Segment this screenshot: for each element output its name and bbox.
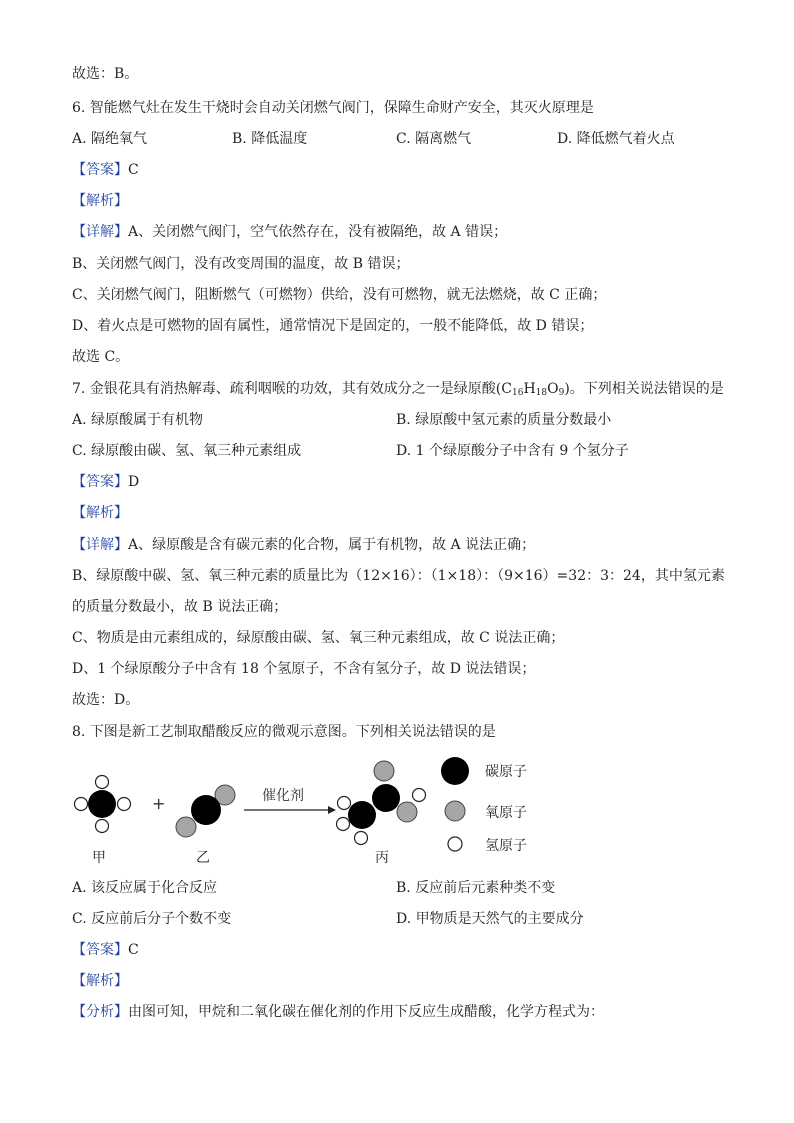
label-jia: 甲: [92, 850, 106, 866]
q7-option-b: B. 绿原酸中氢元素的质量分数最小: [396, 412, 612, 428]
question-7-stem: [72, 379, 724, 403]
legend-oxygen-swatch: [445, 801, 465, 821]
oxygen-atom: [176, 817, 196, 837]
q8-option-c: C. 反应前后分子个数不变: [72, 911, 232, 927]
formula-sub: 18: [535, 388, 548, 398]
hydrogen-atom: [96, 776, 109, 789]
hydrogen-atom: [338, 797, 351, 810]
formula-sub: 9: [558, 388, 565, 398]
detail-tag: 【详解】: [72, 537, 128, 553]
answer-value: C: [128, 162, 139, 178]
q7-detail-line-3: 的质量分数最小，故 B 说法正确；: [72, 599, 288, 615]
answer-value: D: [128, 474, 140, 490]
oxygen-atom: [397, 802, 417, 822]
answer-tag: 【答案】: [72, 162, 128, 178]
plus-sign: +: [152, 794, 166, 813]
q6-detail-line-2: B、关闭燃气阀门，没有改变周围的温度，故 B 错误；: [72, 256, 410, 272]
hydrogen-atom: [355, 832, 368, 845]
detail-text: A、关闭燃气阀门，空气依然存在，没有被隔绝，故 A 错误；: [128, 224, 508, 240]
hydrogen-atom: [413, 789, 426, 802]
q7-stem-post: )。下列相关说法错误的是: [564, 381, 724, 397]
molecule-jia: [75, 776, 131, 833]
q7-conclusion: 故选：D。: [72, 692, 140, 708]
legend-carbon-swatch: [441, 757, 469, 785]
answer-tag: 【答案】: [72, 474, 128, 490]
hydrogen-atom: [75, 798, 88, 811]
q8-option-b: B. 反应前后元素种类不变: [396, 880, 556, 896]
reaction-arrow-head: [328, 806, 336, 814]
q6-option-c: C. 隔离燃气: [396, 131, 472, 147]
q8-analysis-tag: 【解析】: [72, 973, 128, 989]
fenxi-text: 由图可知，甲烷和二氧化碳在催化剂的作用下反应生成醋酸，化学方程式为：: [128, 1004, 604, 1020]
oxygen-atom: [374, 761, 394, 781]
q6-analysis-tag: 【解析】: [72, 193, 128, 209]
conclusion-q5: 故选：B。: [72, 66, 139, 82]
q8-option-a: A. 该反应属于化合反应: [72, 880, 218, 896]
q7-answer: [72, 472, 139, 492]
q6-option-a: A. 隔绝氧气: [72, 131, 148, 147]
q8-option-d: D. 甲物质是天然气的主要成分: [396, 911, 584, 927]
answer-tag: 【答案】: [72, 942, 128, 958]
carbon-atom: [191, 795, 221, 825]
hydrogen-atom: [337, 818, 350, 831]
q6-answer: [72, 160, 139, 180]
q7-detail-line-4: C、物质是由元素组成的，绿原酸由碳、氢、氧三种元素组成，故 C 说法正确；: [72, 630, 565, 646]
q7-detail-line-2: B、绿原酸中碳、氢、氧三种元素的质量比为（12×16）：（1×18）：（9×16）=32：3：24，其中氢元素: [72, 568, 725, 584]
q7-option-c: C. 绿原酸由碳、氢、氧三种元素组成: [72, 443, 302, 459]
reaction-diagram: [0, 752, 794, 872]
q7-detail-line-5: D、1 个绿原酸分子中含有 18 个氢原子，不含有氢分子，故 D 说法错误；: [72, 661, 536, 677]
question-8-stem: 8. 下图是新工艺制取醋酸反应的微观示意图。下列相关说法错误的是: [72, 724, 496, 740]
hydrogen-atom: [96, 820, 109, 833]
carbon-atom: [88, 790, 116, 818]
catalyst-label: 催化剂: [262, 788, 304, 804]
q8-fenxi: [72, 1002, 604, 1022]
q7-option-a: A. 绿原酸属于有机物: [72, 412, 204, 428]
formula-o: O: [547, 381, 559, 397]
q6-detail-line-1: [72, 222, 507, 242]
q6-conclusion: 故选 C。: [72, 349, 130, 365]
q7-option-d: D. 1 个绿原酸分子中含有 9 个氢分子: [396, 443, 629, 459]
question-6-stem: 6. 智能燃气灶在发生干烧时会自动关闭燃气阀门，保障生命财产安全，其灭火原理是: [72, 100, 594, 116]
answer-value: C: [128, 942, 139, 958]
q8-answer: [72, 940, 139, 960]
legend-hydrogen-label: 氢原子: [485, 838, 527, 854]
formula-sub: 16: [511, 388, 524, 398]
carbon-atom: [372, 784, 400, 812]
detail-text: A、绿原酸是含有碳元素的化合物，属于有机物，故 A 说法正确；: [128, 537, 536, 553]
legend: [441, 757, 469, 851]
q6-option-d: D. 降低燃气着火点: [557, 131, 675, 147]
legend-hydrogen-swatch: [448, 837, 462, 851]
legend-oxygen-label: 氧原子: [485, 805, 527, 821]
formula-h: H: [523, 381, 536, 397]
fenxi-tag: 【分析】: [72, 1004, 128, 1020]
molecule-yi: [176, 785, 235, 837]
label-bing: 丙: [375, 850, 389, 866]
q7-detail-line-1: [72, 535, 535, 555]
q7-analysis-tag: 【解析】: [72, 505, 128, 521]
q6-option-b: B. 降低温度: [232, 131, 308, 147]
legend-carbon-label: 碳原子: [485, 764, 527, 780]
q6-detail-line-3: C、关闭燃气阀门，阻断燃气（可燃物）供给，没有可燃物，就无法燃烧，故 C 正确；: [72, 287, 607, 303]
hydrogen-atom: [118, 798, 131, 811]
carbon-atom: [348, 801, 376, 829]
label-yi: 乙: [196, 850, 210, 866]
q6-detail-line-4: D、着火点是可燃物的固有属性，通常情况下是固定的，一般不能降低，故 D 错误；: [72, 318, 594, 334]
q7-stem-pre: 7. 金银花具有消热解毒、疏利咽喉的功效，其有效成分之一是绿原酸(C: [72, 381, 512, 397]
detail-tag: 【详解】: [72, 224, 128, 240]
molecule-bing: [337, 761, 426, 845]
